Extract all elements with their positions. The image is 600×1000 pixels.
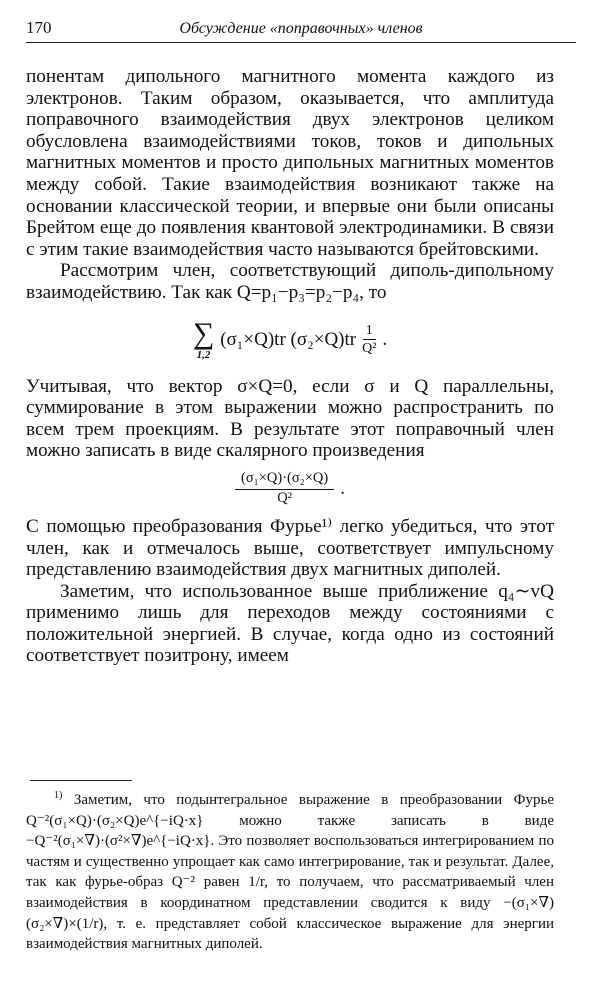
paragraph: Учитывая, что вектор σ×Q=0, если σ и Q параллельны, суммирование в этом выражении можно распространить по всем трем проекциям. В результате этот поправочный член можно записать в виде скалярного произведения [26, 375, 554, 462]
sum-operator [192, 316, 215, 361]
main-text [26, 66, 554, 667]
equation-fraction [362, 323, 376, 357]
equation-period: . [340, 478, 345, 500]
footnote-text: Заметим, что подынтегральное выражение в преобразовании Фурье Q⁻²(σ₁×Q)·(σ₂×Q)e^{−iQ·x} можно также записать в виде −Q⁻²(σ₁×∇)·(σ²×∇)e^{−iQ·x}. Это позволяет воспользоваться интегрированием по частям и существенно упрощает как само интегрирование, так и результат. Далее, так как фурье-образ Q⁻² равен 1/r, то получаем, что рассматриваемый член взаимодействия в координатном представлении сводится к виду −(σ₁×∇)(σ₂×∇)×(1/r), т. е. представляет собой классическое выражение для энергии взаимодействия магнитных диполей. [26, 792, 555, 953]
fraction-denominator: Q² [277, 489, 293, 506]
footnote-marker: 1) [54, 790, 63, 801]
equation-expression: (σ₁×Q)tr (σ₂×Q)tr [220, 328, 357, 350]
fraction-numerator: 1 [363, 323, 376, 340]
equation-sum [26, 304, 554, 376]
page-header [26, 16, 576, 43]
fraction-numerator: (σ₁×Q)·(σ₂×Q) [235, 471, 334, 490]
equation-dot-product [26, 462, 554, 516]
fraction-denominator: Q² [362, 341, 377, 357]
sum-symbol: ∑ [192, 316, 215, 350]
running-title: Обсуждение «поправочных» членов [179, 20, 423, 37]
paragraph: С помощью преобразования Фурье¹⁾ легко убедиться, что этот член, как и отмечалось выше, соответствует импульсному представлению взаимодействия двух магнитных диполей. [26, 515, 554, 581]
page-number: 170 [26, 18, 52, 37]
paragraph: понентам дипольного магнитного момента каждого из электронов. Таким образом, оказывается, что амплитуда поправочного взаимодействия двух электронов целиком обусловлена взаимодействиями токов, токов и дипольных магнитных моментов и просто дипольных магнитных моментов между собой. Такие взаимодействия возникают также на основании классической теории, и впервые они были описаны Брейтом еще до появления квантовой электродинамики. В связи с этим такие взаимодействия часто называются брейтовскими. [26, 66, 554, 260]
paragraph: Заметим, что использованное выше приближение q₄∼vQ применимо лишь для переходов между состояниями с положительной энергией. В случае, когда одно из состояний соответствует позитрону, имеем [26, 580, 554, 667]
equation-fraction [235, 471, 334, 507]
sum-index: 1,2 [196, 348, 211, 361]
equation-period: . [382, 328, 388, 350]
paragraph: Рассмотрим член, соответствующий диполь-дипольному взаимодействию. Так как Q=p₁−p₃=p₂−p₄, то [26, 260, 554, 303]
footnote-rule [30, 780, 132, 781]
footnote [26, 790, 554, 955]
